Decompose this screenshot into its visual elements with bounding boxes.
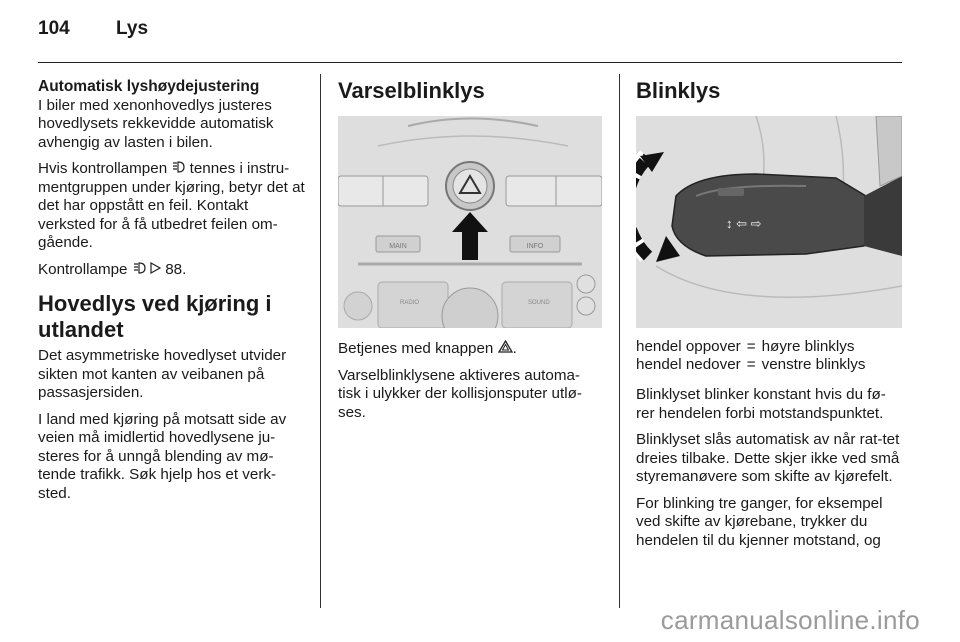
headlight-range-icon	[171, 160, 185, 179]
paragraph: I land med kjøring på motsatt side av veien må imidlertid hovedlysene ju-steres for å unngå blending av mø-tende trafikk. Søk hjelp hos et verk-sted.	[38, 410, 287, 502]
section-heading-hazard-lights: Varselblinklys	[338, 78, 485, 103]
radio-button-label: RADIO	[400, 300, 420, 306]
hazard-triangle-icon	[498, 340, 513, 359]
paragraph: Varselblinklysene aktiveres automa-tisk i ulykker der kollisjonsputer utlø-ses.	[338, 366, 582, 421]
column-3	[636, 68, 902, 558]
page-reference[interactable]: 88.	[165, 260, 187, 278]
column-divider-2	[619, 74, 620, 608]
headlight-range-icon	[132, 261, 146, 280]
section-heading-auto-leveling: Automatisk lyshøydejustering	[38, 78, 260, 95]
svg-text:↕ ⇦ ⇨: ↕ ⇦ ⇨	[726, 216, 762, 231]
header-rule	[38, 62, 902, 63]
table-row: hendel nedover = venstre blinklys	[636, 356, 866, 373]
page-reference-triangle-icon	[150, 261, 161, 280]
paragraph: I biler med xenonhovedlys justeres hovedlysets rekkevidde automatisk avhengig av lasten i bilen.	[38, 96, 274, 151]
turn-signal-lever-figure	[636, 116, 902, 328]
chapter-title: Lys	[116, 18, 149, 39]
hazard-button-figure	[338, 116, 602, 328]
page-number: 104	[38, 18, 70, 39]
table-row: hendel oppover = høyre blinklys	[636, 338, 855, 355]
sound-button-label: SOUND	[528, 300, 550, 306]
paragraph: Det asymmetriske hovedlyset utvider sikten mot kanten av veibanen på passasjersiden.	[38, 347, 287, 401]
main-button-label: MAIN	[389, 243, 407, 250]
section-heading-foreign-driving: Hovedlys ved kjøring i utlandet	[38, 291, 272, 342]
section-heading-turn-signals: Blinklys	[636, 78, 721, 103]
info-button-label: INFO	[526, 243, 544, 250]
paragraph: Betjenes med knappen .	[338, 340, 517, 357]
page-header	[38, 18, 148, 40]
paragraph: Blinklyset slås automatisk av når rat-tet dreies tilbake. Dette skjer ikke ved små styremanøvere som skifte av kjørefelt.	[636, 431, 900, 485]
paragraph: Hvis kontrollampen tennes i instru-mentgruppen under kjøring, betyr det at det har oppstått en feil. Kontakt verksted for å få utbedret feilen om-gående.	[38, 160, 305, 251]
column-2	[338, 68, 602, 430]
paragraph: For blinking tre ganger, for eksempel ved skifte av kjørebane, trykker du hendelen til du kjenner motstand, og	[636, 494, 883, 549]
paragraph: Blinklyset blinker konstant hvis du fø-rer hendelen forbi motstandspunktet.	[636, 386, 886, 422]
column-divider-1	[320, 74, 321, 608]
watermark: carmanualsonline.info	[660, 605, 920, 635]
lever-function-table	[636, 338, 865, 374]
column-1	[38, 68, 306, 511]
paragraph: Kontrollampe 88.	[38, 260, 187, 278]
